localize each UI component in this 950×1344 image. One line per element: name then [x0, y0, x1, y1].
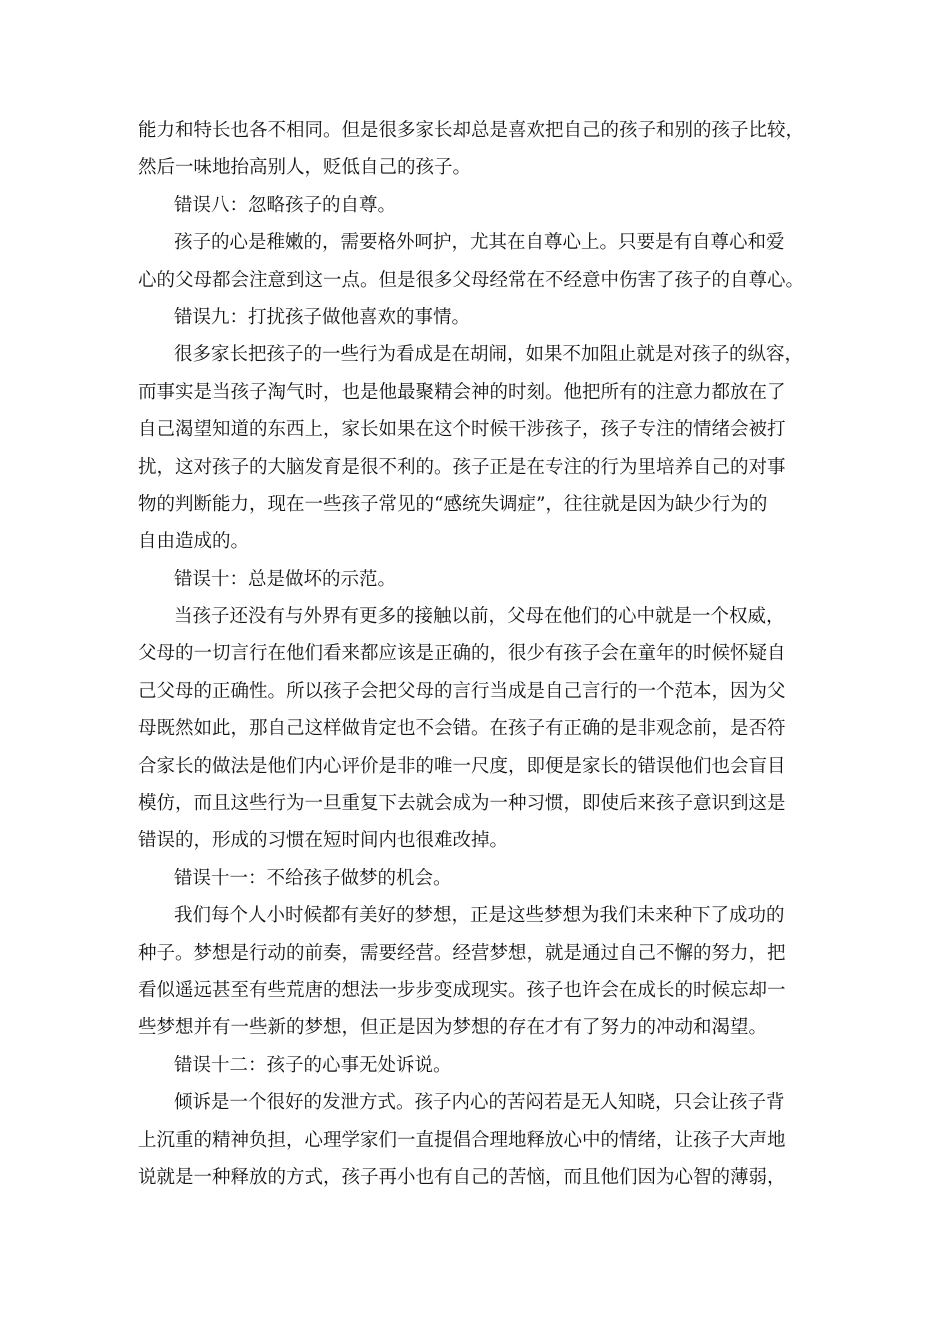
paragraph-start-line: 我们每个人小时候都有美好的梦想，正是这些梦想为我们未来种下了成功的	[174, 905, 785, 927]
paragraph-start-line: 孩子的心是稚嫩的，需要格外呵护，尤其在自尊心上。只要是有自尊心和爱	[174, 232, 785, 254]
text-line: 心的父母都会注意到这一点。但是很多父母经常在不经意中伤害了孩子的自尊心。	[138, 269, 805, 291]
paragraph-start-line: 错误八：忽略孩子的自尊。	[174, 194, 397, 216]
text-line: 而事实是当孩子淘气时，也是他最聚精会神的时刻。他把所有的注意力都放在了	[138, 381, 786, 403]
document-body	[138, 112, 828, 1196]
paragraph-start-line: 错误九：打扰孩子做他喜欢的事情。	[174, 306, 471, 328]
text-line: 扰，这对孩子的大脑发育是很不利的。孩子正是在专注的行为里培养自己的对事	[138, 456, 786, 478]
text-line: 错误的，形成的习惯在短时间内也很难改掉。	[138, 830, 509, 852]
text-line: 些梦想并有一些新的梦想，但正是因为梦想的存在才有了努力的冲动和渴望。	[138, 1017, 768, 1039]
text-line: 模仿，而且这些行为一旦重复下去就会成为一种习惯，即使后来孩子意识到这是	[138, 793, 786, 815]
paragraph-start-line: 当孩子还没有与外界有更多的接触以前，父母在他们的心中就是一个权威，	[174, 606, 785, 628]
text-line: 说就是一种释放的方式，孩子再小也有自己的苦恼，而且他们因为心智的薄弱，	[138, 1166, 786, 1188]
text-line: 看似遥远甚至有些荒唐的想法一步步变成现实。孩子也许会在成长的时候忘却一	[138, 979, 786, 1001]
text-line: 己父母的正确性。所以孩子会把父母的言行当成是自己言行的一个范本，因为父	[138, 680, 786, 702]
text-line: 物的判断能力，现在一些孩子常见的“感统失调症”，往往就是因为缺少行为的	[138, 493, 768, 515]
text-line: 母既然如此，那自己这样做肯定也不会错。在孩子有正确的是非观念前，是否符	[138, 718, 786, 740]
text-line: 合家长的做法是他们内心评价是非的唯一尺度，即便是家长的错误他们也会盲目	[138, 755, 786, 777]
text-line: 自己渴望知道的东西上，家长如果在这个时候干涉孩子，孩子专注的情绪会被打	[138, 419, 786, 441]
paragraph-start-line: 倾诉是一个很好的发泄方式。孩子内心的苦闷若是无人知晓，只会让孩子背	[174, 1092, 785, 1114]
paragraph-start-line: 错误十：总是做坏的示范。	[174, 568, 397, 590]
text-line: 父母的一切言行在他们看来都应该是正确的，很少有孩子会在童年的时候怀疑自	[138, 643, 786, 665]
text-line: 上沉重的精神负担，心理学家们一直提倡合理地释放心中的情绪，让孩子大声地	[138, 1129, 786, 1151]
text-line: 种子。梦想是行动的前奏，需要经营。经营梦想，就是通过自己不懈的努力，把	[138, 942, 786, 964]
text-line: 然后一味地抬高别人，贬低自己的孩子。	[138, 157, 472, 179]
text-line: 能力和特长也各不相同。但是很多家长却总是喜欢把自己的孩子和别的孩子比较，	[138, 120, 805, 141]
paragraph-start-line: 很多家长把孩子的一些行为看成是在胡闹，如果不加阻止就是对孩子的纵容，	[174, 344, 804, 366]
paragraph-start-line: 错误十二：孩子的心事无处诉说。	[174, 1054, 452, 1076]
paragraph-start-line: 错误十一：不给孩子做梦的机会。	[174, 867, 452, 889]
text-line: 自由造成的。	[138, 531, 250, 553]
